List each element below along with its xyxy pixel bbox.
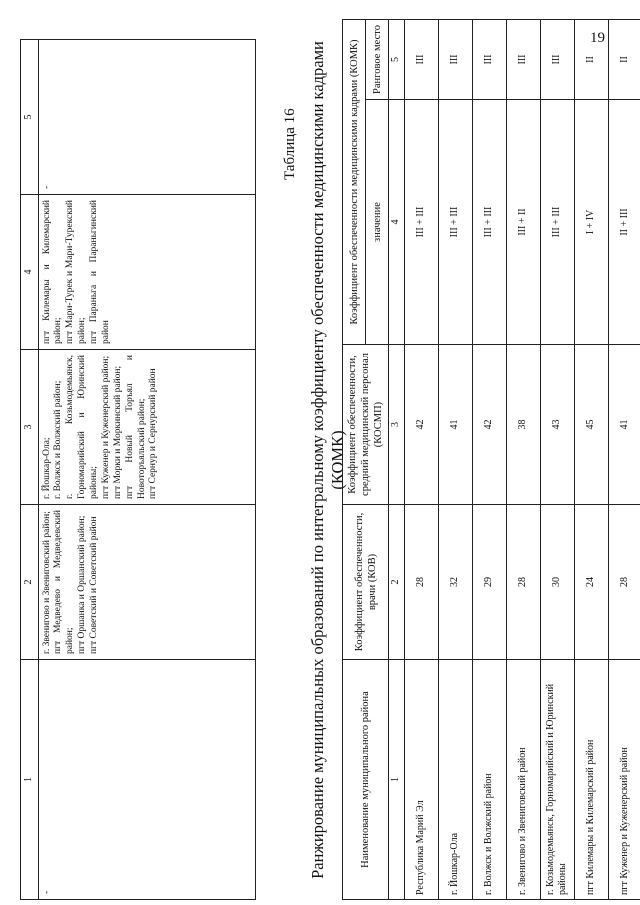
header-row-1 <box>343 19 366 899</box>
row-value: I + IV <box>574 100 608 345</box>
continuation-table <box>20 39 256 900</box>
column-numbers-row <box>389 19 405 899</box>
cont-col-num-3: 3 <box>21 350 39 505</box>
header-name: Наименование муниципального района <box>343 660 389 900</box>
cont-col3-line: пгт Куженер и Куженерский район; <box>100 355 111 499</box>
cont-col-num-2: 2 <box>21 505 39 660</box>
row-rank: II <box>574 19 608 99</box>
cont-col4 <box>38 195 255 350</box>
col-num-4: 4 <box>389 100 405 345</box>
table-row <box>608 19 640 899</box>
row-kosmp: 42 <box>472 345 506 505</box>
table-row <box>540 19 574 899</box>
table-row <box>506 19 540 899</box>
table-label: Таблица 16 <box>282 108 298 180</box>
cont-col5-text: - <box>41 185 52 189</box>
cont-col1-text: - <box>41 890 52 894</box>
row-rank: III <box>472 19 506 99</box>
cont-col3-line: пгт Морки и Моркинский район; <box>112 365 123 499</box>
ranking-table <box>342 19 640 900</box>
row-value: II + III <box>608 100 640 345</box>
row-kosmp: 45 <box>574 345 608 505</box>
row-name: пгт Куженер и Куженерский район <box>608 660 640 900</box>
row-name: г. Йошкар-Ола <box>438 660 472 900</box>
cont-col3-line: г. Волжск и Волжский район; <box>53 380 64 499</box>
row-value: III + III <box>404 100 438 345</box>
cont-col2-line: пгт Советский и Советский район <box>89 516 99 654</box>
cont-col3-line: пгт Новый Торъял и Новоторъяльский район; <box>124 355 147 499</box>
cont-col-num-5: 5 <box>21 40 39 195</box>
row-kov: 28 <box>608 505 640 660</box>
cont-col-num-4: 4 <box>21 195 39 350</box>
cont-col5 <box>38 40 255 195</box>
row-value: III + III <box>540 100 574 345</box>
row-kosmp: 41 <box>608 345 640 505</box>
row-rank: III <box>506 19 540 99</box>
row-kosmp: 41 <box>438 345 472 505</box>
header-kov: Коэффициент обеспеченности, врачи (КОВ) <box>343 505 389 660</box>
col-num-2: 2 <box>389 505 405 660</box>
row-kov: 28 <box>404 505 438 660</box>
rotated-inner <box>20 20 631 900</box>
continuation-body-row <box>38 40 255 900</box>
table-caption: Ранжирование муниципальных образований по интегральному коэффициенту обеспеченности медицинскими кадрами (КОМК) <box>308 41 347 879</box>
row-rank: III <box>404 19 438 99</box>
rotated-content <box>20 20 640 895</box>
cont-col3 <box>38 350 255 505</box>
row-rank: III <box>540 19 574 99</box>
table-row <box>472 19 506 899</box>
cont-col1 <box>38 660 255 900</box>
cont-col2-line: пгт Оршанка и Оршанский район; <box>77 515 88 654</box>
row-rank: II <box>608 19 640 99</box>
col-num-5: 5 <box>389 19 405 99</box>
row-kov: 29 <box>472 505 506 660</box>
cont-col-num-1: 1 <box>21 660 39 900</box>
table-row <box>574 19 608 899</box>
row-kov: 32 <box>438 505 472 660</box>
page-number: 19 <box>590 30 605 46</box>
row-name: пгт Килемары и Килемарский район <box>574 660 608 900</box>
cont-col3-line: г. Йошкар-Ола; <box>41 437 52 499</box>
cont-col2-line: г. Звенигово и Звениговский район; <box>41 511 52 654</box>
col-num-1: 1 <box>389 660 405 900</box>
table-row <box>404 19 438 899</box>
header-value: значение <box>366 100 389 345</box>
cont-col2-line: пгт Медведево и Медведевский район; <box>53 510 76 654</box>
cont-col4-line: пгт Мари-Турек и Мари-Турекский район; <box>65 200 88 344</box>
row-value: III + III <box>438 100 472 345</box>
row-name: г. Волжск и Волжский район <box>472 660 506 900</box>
row-kov: 24 <box>574 505 608 660</box>
header-rank: Ранговое место <box>366 19 389 99</box>
row-name: Республика Марий Эл <box>404 660 438 900</box>
table-row <box>438 19 472 899</box>
row-value: III + III <box>472 100 506 345</box>
row-kosmp: 42 <box>404 345 438 505</box>
row-rank: III <box>438 19 472 99</box>
row-name: г. Звенигово и Звениговский район <box>506 660 540 900</box>
cont-col3-line: г. Козьмодемьянск, Горномарийский и Юринский районы; <box>65 355 99 499</box>
row-value: III + II <box>506 100 540 345</box>
row-kosmp: 38 <box>506 345 540 505</box>
row-kov: 28 <box>506 505 540 660</box>
cont-col4-line: пгт Килемары и Килемарский район; <box>41 200 64 344</box>
row-kosmp: 43 <box>540 345 574 505</box>
header-kosmp: Коэффициент обеспеченности, средний медицинский персонал (КОСМП) <box>343 345 389 505</box>
cont-col3-line: пгт Сернур и Сернурский район <box>148 368 159 499</box>
col-num-3: 3 <box>389 345 405 505</box>
header-komk: Коэффициент обеспеченности медицинскими кадрами (КОМК) <box>343 19 366 344</box>
row-kov: 30 <box>540 505 574 660</box>
cont-col2 <box>38 505 255 660</box>
cont-col4-line: пгт Параньга и Параньгинский район <box>89 200 111 344</box>
row-name: г. Козьмодемьянск, Горномарийский и Юринский районы <box>540 660 574 900</box>
continuation-header-row <box>21 40 39 900</box>
